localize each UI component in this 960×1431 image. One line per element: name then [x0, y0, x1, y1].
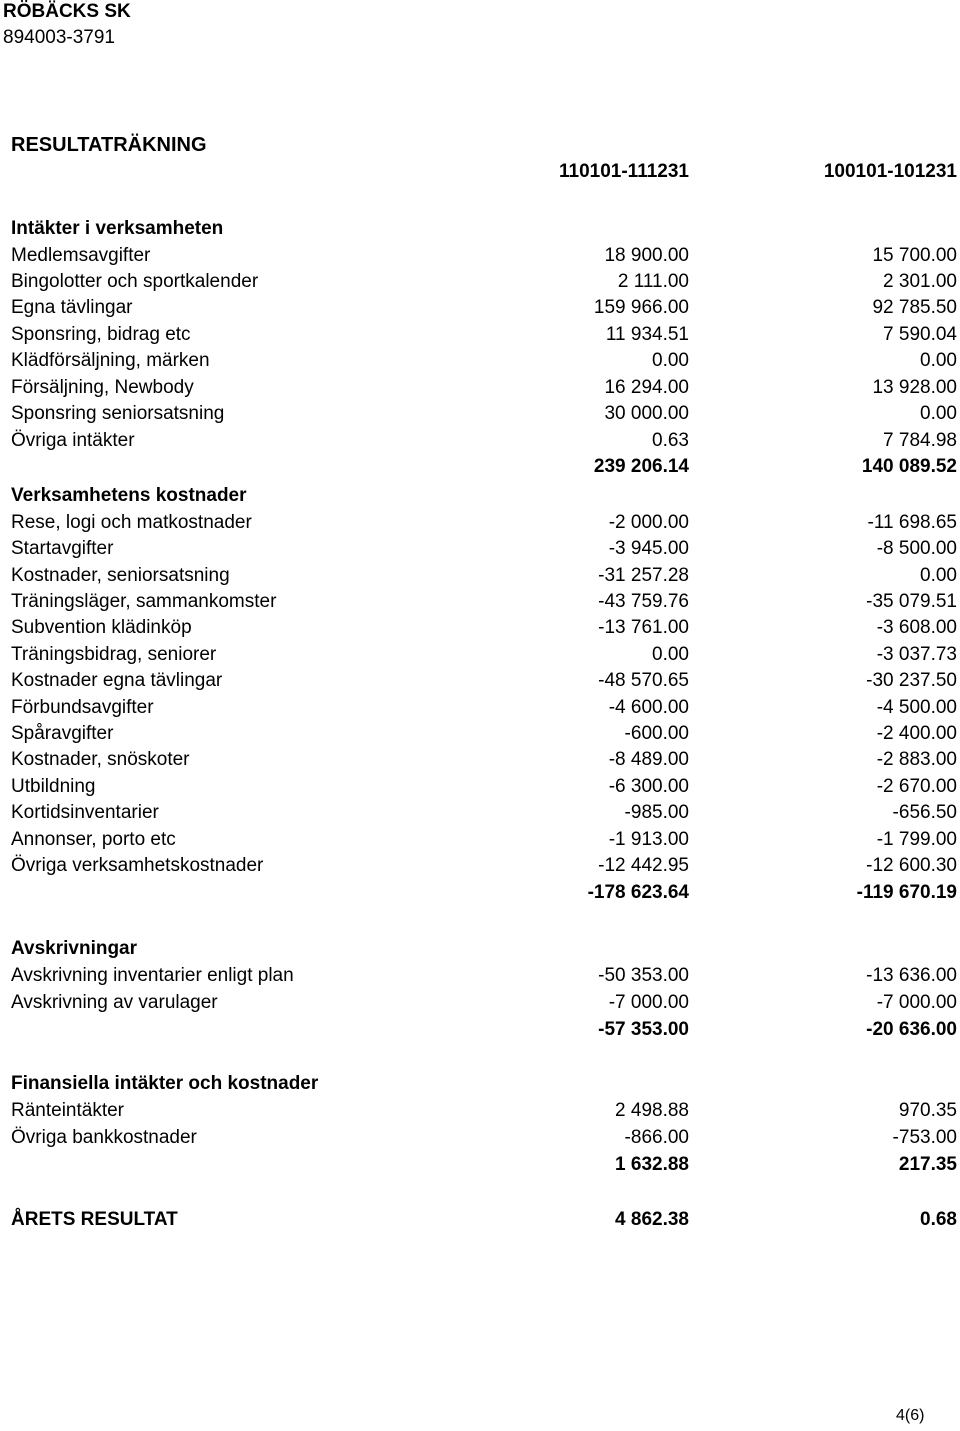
section-heading: Avskrivningar [11, 938, 138, 959]
table-row [0, 375, 960, 401]
value-previous-period: -7 000.00 [876, 992, 957, 1013]
table-row [0, 747, 960, 773]
table-row [0, 510, 960, 536]
row-label: Förbundsavgifter [11, 697, 154, 718]
table-row [0, 990, 960, 1016]
table-row [0, 563, 960, 589]
row-label: Egna tävlingar [11, 297, 133, 318]
table-row [0, 668, 960, 694]
value-current-period: 4 862.38 [615, 1209, 689, 1230]
value-current-period: 0.00 [652, 644, 689, 665]
value-previous-period: -35 079.51 [866, 591, 957, 612]
value-current-period: -600.00 [624, 723, 689, 744]
row-label: Avskrivning av varulager [11, 992, 218, 1013]
value-current-period: 2 111.00 [617, 271, 689, 292]
value-previous-period: -20 636.00 [866, 1019, 957, 1040]
row-label: Träningsbidrag, seniorer [11, 644, 217, 665]
value-previous-period: -2 670.00 [876, 776, 957, 797]
table-row [0, 589, 960, 615]
table-row [0, 1125, 960, 1151]
value-current-period: 0.00 [652, 350, 689, 371]
section-heading-row [0, 483, 960, 509]
value-previous-period: 2 301.00 [883, 271, 957, 292]
value-previous-period: 92 785.50 [872, 297, 957, 318]
row-label: Träningsläger, sammankomster [11, 591, 277, 612]
table-row [0, 1098, 960, 1124]
value-current-period: -1 913.00 [608, 829, 689, 850]
value-current-period: 0.63 [652, 430, 689, 451]
document-title: RESULTATRÄKNING [11, 134, 207, 156]
value-current-period: 18 900.00 [604, 245, 689, 266]
value-current-period: 2 498.88 [615, 1100, 689, 1121]
value-current-period: -4 600.00 [608, 697, 689, 718]
value-previous-period: -12 600.30 [866, 855, 957, 876]
table-row [0, 428, 960, 454]
row-label: Övriga verksamhetskostnader [11, 855, 264, 876]
value-current-period: -2 000.00 [608, 512, 689, 533]
value-previous-period: -13 636.00 [866, 965, 957, 986]
column-header-previous-period: 100101-101231 [823, 161, 957, 182]
value-current-period: 11 934.51 [605, 324, 689, 345]
row-label: Spåravgifter [11, 723, 114, 744]
org-number: 894003-3791 [3, 27, 115, 48]
section-heading-row [0, 1071, 960, 1097]
value-previous-period: 7 590.04 [883, 324, 957, 345]
subtotal-row [0, 1152, 960, 1178]
value-current-period: 16 294.00 [604, 377, 689, 398]
org-name: RÖBÄCKS SK [3, 1, 131, 22]
value-current-period: -985.00 [624, 802, 689, 823]
value-current-period: -3 945.00 [608, 538, 689, 559]
value-previous-period: 13 928.00 [872, 377, 957, 398]
table-row [0, 348, 960, 374]
row-label: Kostnader, snöskoter [11, 749, 190, 770]
table-row [0, 536, 960, 562]
value-previous-period: -2 883.00 [876, 749, 957, 770]
row-label: Sponsring seniorsatsning [11, 403, 225, 424]
table-row [0, 774, 960, 800]
row-label: ÅRETS RESULTAT [11, 1209, 178, 1230]
value-previous-period: -4 500.00 [876, 697, 957, 718]
table-row [0, 295, 960, 321]
table-row [0, 322, 960, 348]
section-heading-row [0, 936, 960, 962]
page-number: 4(6) [896, 1407, 925, 1424]
value-previous-period: 970.35 [898, 1100, 957, 1121]
value-previous-period: 15 700.00 [872, 245, 957, 266]
table-row [0, 695, 960, 721]
row-label: Klädförsäljning, märken [11, 350, 210, 371]
section-heading: Verksamhetens kostnader [11, 485, 247, 506]
table-row [0, 269, 960, 295]
value-previous-period: -3 037.73 [876, 644, 957, 665]
row-label: Subvention klädinköp [11, 617, 192, 638]
value-current-period: -7 000.00 [608, 992, 689, 1013]
subtotal-row [0, 1017, 960, 1043]
value-previous-period: -656.50 [892, 802, 957, 823]
row-label: Kostnader, seniorsatsning [11, 565, 230, 586]
value-previous-period: 0.00 [920, 350, 957, 371]
row-label: Sponsring, bidrag etc [11, 324, 191, 345]
row-label: Övriga intäkter [11, 430, 135, 451]
table-row [0, 615, 960, 641]
value-previous-period: -2 400.00 [876, 723, 957, 744]
table-row [0, 963, 960, 989]
row-label: Rese, logi och matkostnader [11, 512, 252, 533]
value-previous-period: -3 608.00 [876, 617, 957, 638]
value-previous-period: 0.68 [920, 1209, 957, 1230]
value-previous-period: 217.35 [898, 1154, 957, 1175]
value-previous-period: -1 799.00 [876, 829, 957, 850]
row-label: Avskrivning inventarier enligt plan [11, 965, 294, 986]
value-current-period: 159 966.00 [593, 297, 689, 318]
section-heading: Intäkter i verksamheten [11, 218, 224, 239]
row-label: Bingolotter och sportkalender [11, 271, 259, 292]
row-label: Startavgifter [11, 538, 114, 559]
row-label: Försäljning, Newbody [11, 377, 194, 398]
value-current-period: -50 353.00 [598, 965, 689, 986]
value-previous-period: -8 500.00 [876, 538, 957, 559]
table-row [0, 642, 960, 668]
table-row [0, 853, 960, 879]
value-previous-period: 7 784.98 [883, 430, 957, 451]
row-label: Kortidsinventarier [11, 802, 159, 823]
value-current-period: 1 632.88 [615, 1154, 689, 1175]
value-previous-period: -119 670.19 [856, 882, 957, 903]
value-previous-period: 140 089.52 [861, 456, 957, 477]
value-current-period: -13 761.00 [598, 617, 689, 638]
table-row [0, 827, 960, 853]
table-row [0, 243, 960, 269]
result-row [0, 1207, 960, 1233]
value-current-period: -178 623.64 [587, 882, 689, 903]
value-current-period: -57 353.00 [598, 1019, 689, 1040]
table-row [0, 721, 960, 747]
row-label: Utbildning [11, 776, 96, 797]
value-current-period: -866.00 [624, 1127, 689, 1148]
section-heading: Finansiella intäkter och kostnader [11, 1073, 319, 1094]
value-current-period: -6 300.00 [608, 776, 689, 797]
value-previous-period: -753.00 [892, 1127, 957, 1148]
value-previous-period: 0.00 [920, 403, 957, 424]
row-label: Ränteintäkter [11, 1100, 125, 1121]
value-current-period: 30 000.00 [604, 403, 689, 424]
value-previous-period: 0.00 [920, 565, 957, 586]
value-current-period: -8 489.00 [608, 749, 689, 770]
row-label: Övriga bankkostnader [11, 1127, 197, 1148]
value-current-period: -31 257.28 [598, 565, 689, 586]
column-header-current-period: 110101-111231 [559, 161, 689, 182]
row-label: Medlemsavgifter [11, 245, 151, 266]
value-current-period: -12 442.95 [598, 855, 689, 876]
subtotal-row [0, 880, 960, 906]
section-heading-row [0, 216, 960, 242]
value-previous-period: -30 237.50 [866, 670, 957, 691]
value-current-period: 239 206.14 [593, 456, 689, 477]
table-row [0, 800, 960, 826]
table-row [0, 401, 960, 427]
value-current-period: -48 570.65 [598, 670, 689, 691]
subtotal-row [0, 454, 960, 480]
value-current-period: -43 759.76 [598, 591, 689, 612]
row-label: Annonser, porto etc [11, 829, 176, 850]
row-label: Kostnader egna tävlingar [11, 670, 223, 691]
value-previous-period: -11 698.65 [867, 512, 957, 533]
